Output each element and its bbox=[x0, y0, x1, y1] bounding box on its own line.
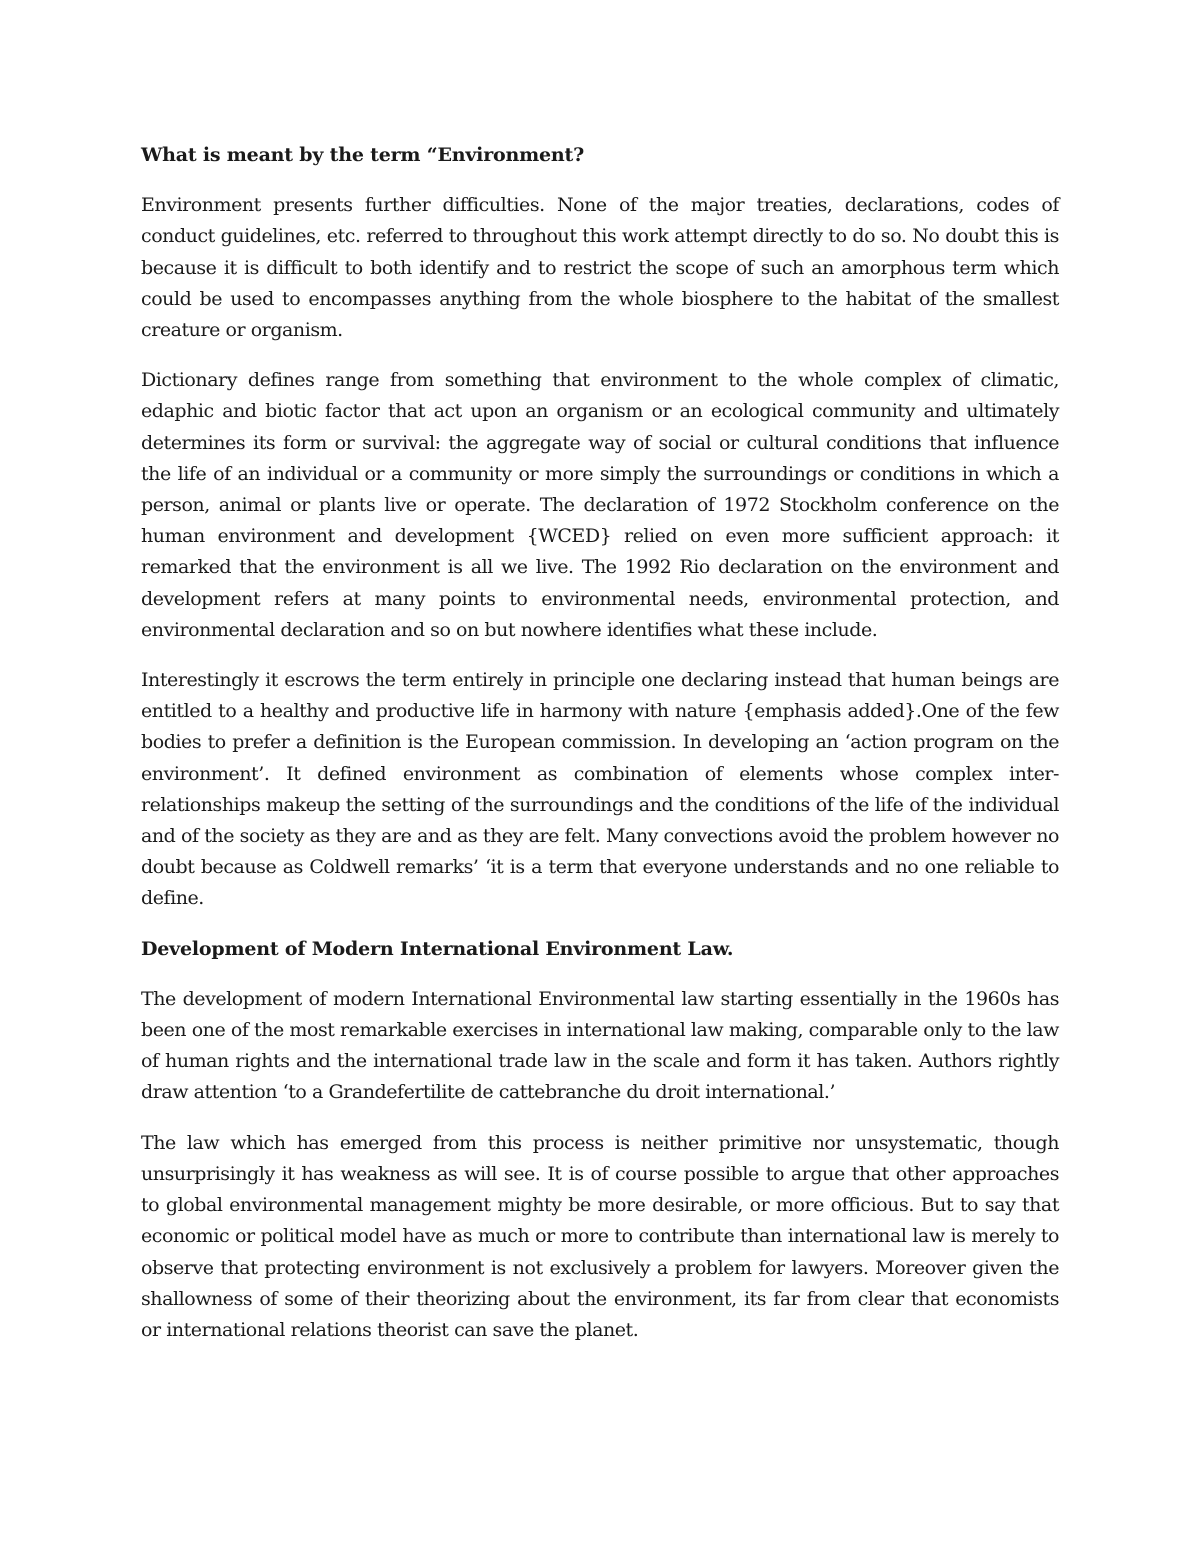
paragraph: The law which has emerged from this process is neither primitive nor unsystematic, though unsurprisingly it has weakness as will see. It is of course possible to argue that other approaches to global environmental management mighty be more desirable, or more officious. But to say that economic or political model have as much or more to contribute than international law is merely to observe that protecting environment is not exclusively a problem for lawyers. Moreover given the shallowness of some of their theorizing about the environment, its far from clear that economists or international relations theorist can save the planet. bbox=[141, 1131, 1059, 1341]
document-page bbox=[141, 140, 1059, 1365]
paragraph: Interestingly it escrows the term entirely in principle one declaring instead that human beings are entitled to a healthy and productive life in harmony with nature {emphasis added}.One of the few bodies to prefer a definition is the European commission. In developing an ‘action program on the environment’. It defined environment as combination of elements whose complex inter-relationships makeup the setting of the surroundings and the conditions of the life of the individual and of the society as they are and as they are felt. Many convections avoid the problem however no doubt because as Coldwell remarks’ ‘it is a term that everyone understands and no one reliable to define. bbox=[141, 669, 1059, 910]
paragraph: Dictionary defines range from something that environment to the whole complex of climatic, edaphic and biotic factor that act upon an organism or an ecological community and ultimately determines its form or survival: the aggregate way of social or cultural conditions that influence the life of an individual or a community or more simply the surroundings or conditions in which a person, animal or plants live or operate. The declaration of 1972 Stockholm conference on the human environment and development {WCED} relied on even more sufficient approach: it remarked that the environment is all we live. The 1992 Rio declaration on the environment and development refers at many points to environmental needs, environmental protection, and environmental declaration and so on but nowhere identifies what these include. bbox=[141, 369, 1059, 641]
paragraph: Environment presents further difficulties. None of the major treaties, declarations, codes of conduct guidelines, etc. referred to throughout this work attempt directly to do so. No doubt this is because it is difficult to both identify and to restrict the scope of such an amorphous term which could be used to encompasses anything from the whole biosphere to the habitat of the smallest creature or organism. bbox=[141, 194, 1059, 342]
section-heading-development: Development of Modern International Environment Law. bbox=[141, 937, 734, 960]
paragraph: The development of modern International Environmental law starting essentially in the 1960s has been one of the most remarkable exercises in international law making, comparable only to the law of human rights and the international trade law in the scale and form it has taken. Authors rightly draw attention ‘to a Grandefertilite de cattebranche du droit international.’ bbox=[141, 987, 1059, 1104]
section-heading-environment: What is meant by the term “Environment? bbox=[141, 144, 585, 166]
